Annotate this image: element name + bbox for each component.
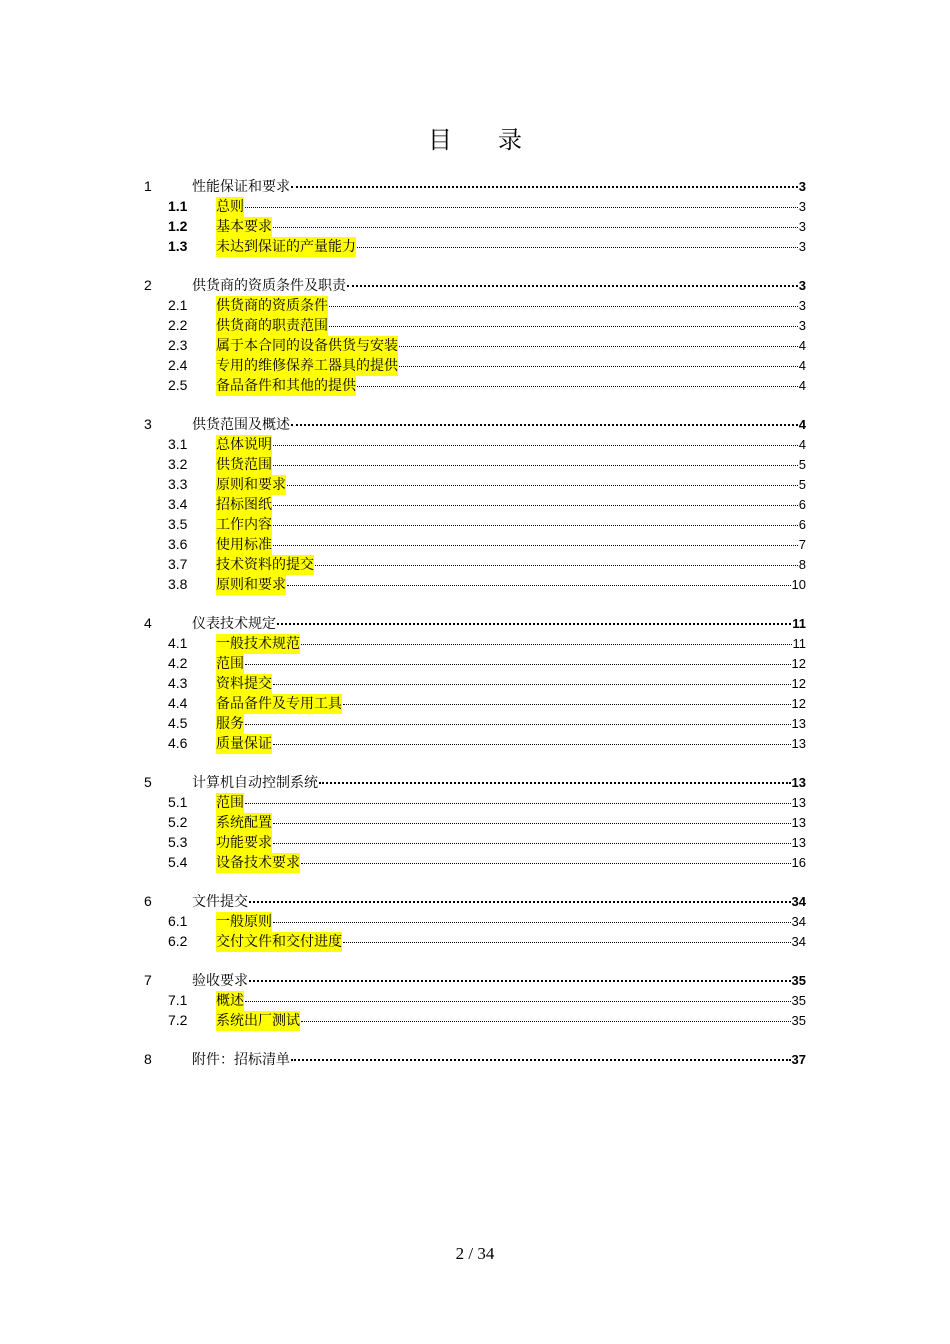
dot-leader bbox=[343, 703, 791, 705]
toc-subentry[interactable] bbox=[144, 792, 806, 812]
toc-subentry-page: 34 bbox=[791, 914, 806, 929]
toc-subentry-page: 34 bbox=[791, 934, 806, 949]
dot-leader bbox=[273, 226, 798, 228]
toc-subentry-number: 3.4 bbox=[168, 496, 188, 512]
toc-entry-page: 3 bbox=[798, 278, 806, 293]
toc-subentry[interactable] bbox=[144, 931, 806, 951]
toc-entry-page: 34 bbox=[791, 894, 806, 909]
toc-subentry-number: 4.4 bbox=[168, 695, 188, 711]
toc-subentry[interactable] bbox=[144, 514, 806, 534]
toc-subentry-title: 总体说明 bbox=[216, 437, 272, 453]
toc-subentry-page: 13 bbox=[791, 736, 806, 751]
toc-subentry[interactable] bbox=[144, 534, 806, 554]
toc-entry-title: 供货商的资质条件及职责 bbox=[192, 278, 346, 294]
toc-entry-number: 4 bbox=[144, 615, 152, 631]
toc-subentry-number: 6.1 bbox=[168, 913, 188, 929]
toc-entry[interactable] bbox=[144, 275, 806, 295]
toc-subentry-page: 11 bbox=[792, 636, 806, 651]
toc-entry-page: 13 bbox=[791, 775, 806, 790]
toc-subentry-page: 12 bbox=[791, 656, 806, 671]
toc-entry-number: 5 bbox=[144, 774, 152, 790]
page-number: 2 / 34 bbox=[455, 1244, 495, 1263]
dot-leader bbox=[357, 385, 798, 387]
toc-entry-number: 1 bbox=[144, 178, 152, 194]
dot-leader bbox=[291, 423, 798, 426]
toc-subentry[interactable] bbox=[144, 713, 806, 733]
toc-entry-number: 8 bbox=[144, 1051, 152, 1067]
toc-subentry-number: 4.5 bbox=[168, 715, 188, 731]
dot-leader bbox=[357, 246, 798, 248]
toc-subentry-title: 使用标准 bbox=[216, 537, 272, 553]
toc-subentry-page: 3 bbox=[798, 318, 806, 333]
toc-subentry-title: 原则和要求 bbox=[216, 477, 286, 493]
toc-subentry[interactable] bbox=[144, 852, 806, 872]
toc-subentry-page: 6 bbox=[798, 517, 806, 532]
dot-leader bbox=[249, 979, 791, 982]
toc-subentry[interactable] bbox=[144, 295, 806, 315]
dot-leader bbox=[399, 365, 798, 367]
toc-entry-title: 验收要求 bbox=[192, 973, 248, 989]
toc-subentry-page: 13 bbox=[791, 815, 806, 830]
section-gap bbox=[144, 753, 806, 772]
toc-subentry-title: 系统出厂测试 bbox=[216, 1013, 300, 1029]
toc-subentry-page: 4 bbox=[798, 378, 806, 393]
section-gap bbox=[144, 951, 806, 970]
toc-subentry-number: 5.2 bbox=[168, 814, 188, 830]
toc-subentry-page: 7 bbox=[798, 537, 806, 552]
toc-subentry-page: 12 bbox=[791, 696, 806, 711]
dot-leader bbox=[273, 743, 791, 745]
toc-subentry[interactable] bbox=[144, 196, 806, 216]
toc-subentry-page: 4 bbox=[798, 358, 806, 373]
toc-subentry-number: 1.2 bbox=[168, 218, 188, 234]
toc-subentry-title: 供货商的资质条件 bbox=[216, 298, 328, 314]
toc-subentry-title: 未达到保证的产量能力 bbox=[216, 239, 356, 255]
toc-subentry[interactable] bbox=[144, 990, 806, 1010]
toc-subentry-title: 一般技术规范 bbox=[216, 636, 300, 652]
toc-entry[interactable] bbox=[144, 970, 806, 990]
toc-subentry[interactable] bbox=[144, 355, 806, 375]
toc-subentry-page: 3 bbox=[798, 298, 806, 313]
dot-leader bbox=[273, 842, 791, 844]
toc-subentry[interactable] bbox=[144, 375, 806, 395]
toc-subentry-title: 属于本合同的设备供货与安装 bbox=[216, 338, 398, 354]
toc-entry-title: 文件提交 bbox=[192, 894, 248, 910]
toc-subentry-number: 5.3 bbox=[168, 834, 188, 850]
dot-leader bbox=[287, 484, 798, 486]
toc-subentry-number: 2.3 bbox=[168, 337, 188, 353]
dot-leader bbox=[399, 345, 798, 347]
toc-subentry-page: 10 bbox=[791, 577, 806, 592]
toc-subentry-number: 3.2 bbox=[168, 456, 188, 472]
toc-subentry[interactable] bbox=[144, 216, 806, 236]
toc-entry-number: 2 bbox=[144, 277, 152, 293]
toc-subentry[interactable] bbox=[144, 733, 806, 753]
toc-subentry-number: 4.3 bbox=[168, 675, 188, 691]
toc-subentry-title: 招标图纸 bbox=[216, 497, 272, 513]
dot-leader bbox=[273, 921, 791, 923]
toc-subentry-page: 5 bbox=[798, 477, 806, 492]
toc-subentry-title: 概述 bbox=[216, 993, 244, 1009]
toc-subentry-number: 2.2 bbox=[168, 317, 188, 333]
toc-subentry[interactable] bbox=[144, 315, 806, 335]
toc-title bbox=[0, 120, 950, 155]
toc-entry-page: 3 bbox=[798, 179, 806, 194]
dot-leader bbox=[245, 723, 791, 725]
toc-subentry-number: 2.5 bbox=[168, 377, 188, 393]
toc-subentry[interactable] bbox=[144, 693, 806, 713]
dot-leader bbox=[301, 1020, 791, 1022]
dot-leader bbox=[343, 941, 791, 943]
section-gap bbox=[144, 395, 806, 414]
toc-entry-page: 37 bbox=[791, 1052, 806, 1067]
dot-leader bbox=[287, 584, 791, 586]
dot-leader bbox=[273, 524, 798, 526]
toc-subentry[interactable] bbox=[144, 574, 806, 594]
dot-leader bbox=[249, 900, 791, 903]
dot-leader bbox=[329, 305, 798, 307]
dot-leader bbox=[347, 284, 798, 287]
toc-subentry-number: 1.3 bbox=[168, 238, 188, 254]
toc-subentry[interactable] bbox=[144, 554, 806, 574]
toc-subentry-page: 6 bbox=[798, 497, 806, 512]
toc-entry[interactable] bbox=[144, 891, 806, 911]
toc-entry-number: 6 bbox=[144, 893, 152, 909]
toc-subentry-page: 3 bbox=[798, 219, 806, 234]
toc-entry[interactable] bbox=[144, 414, 806, 434]
toc-entry-title: 计算机自动控制系统 bbox=[192, 775, 318, 791]
toc-entry[interactable] bbox=[144, 772, 806, 792]
toc-entry[interactable] bbox=[144, 1049, 806, 1069]
toc-subentry-title: 资料提交 bbox=[216, 676, 272, 692]
toc-subentry[interactable] bbox=[144, 236, 806, 256]
toc-subentry-title: 服务 bbox=[216, 716, 244, 732]
toc-subentry-page: 3 bbox=[798, 239, 806, 254]
toc-entry[interactable] bbox=[144, 176, 806, 196]
dot-leader bbox=[245, 206, 798, 208]
toc-subentry-page: 5 bbox=[798, 457, 806, 472]
toc-subentry[interactable] bbox=[144, 673, 806, 693]
toc-subentry[interactable] bbox=[144, 911, 806, 931]
dot-leader bbox=[301, 862, 791, 864]
toc-subentry-page: 3 bbox=[798, 199, 806, 214]
toc-subentry[interactable] bbox=[144, 812, 806, 832]
toc-subentry[interactable] bbox=[144, 832, 806, 852]
toc-title-left: 目 bbox=[428, 126, 452, 154]
dot-leader bbox=[273, 444, 798, 446]
section-gap bbox=[144, 872, 806, 891]
toc-subentry-page: 35 bbox=[791, 1013, 806, 1028]
toc-subentry-number: 7.2 bbox=[168, 1012, 188, 1028]
toc-subentry-title: 系统配置 bbox=[216, 815, 272, 831]
toc-subentry-title: 技术资料的提交 bbox=[216, 557, 314, 573]
toc-subentry-page: 4 bbox=[798, 437, 806, 452]
toc-subentry-page: 35 bbox=[791, 993, 806, 1008]
dot-leader bbox=[273, 544, 798, 546]
toc-subentry-number: 3.3 bbox=[168, 476, 188, 492]
toc-subentry-title: 工作内容 bbox=[216, 517, 272, 533]
toc-subentry-title: 质量保证 bbox=[216, 736, 272, 752]
toc-subentry-title: 备品备件及专用工具 bbox=[216, 696, 342, 712]
section-gap bbox=[144, 594, 806, 613]
toc-subentry[interactable] bbox=[144, 474, 806, 494]
dot-leader bbox=[277, 622, 791, 625]
toc-subentry-page: 13 bbox=[791, 716, 806, 731]
dot-leader bbox=[291, 185, 798, 188]
toc-subentry-page: 4 bbox=[798, 338, 806, 353]
toc-subentry-title: 范围 bbox=[216, 656, 244, 672]
toc-subentry[interactable] bbox=[144, 494, 806, 514]
toc-subentry-number: 3.1 bbox=[168, 436, 188, 452]
toc-subentry-number: 4.6 bbox=[168, 735, 188, 751]
dot-leader bbox=[315, 564, 798, 566]
toc-subentry-title: 交付文件和交付进度 bbox=[216, 934, 342, 950]
toc-subentry-title: 范围 bbox=[216, 795, 244, 811]
dot-leader bbox=[301, 643, 792, 645]
dot-leader bbox=[273, 822, 791, 824]
section-gap bbox=[144, 256, 806, 275]
toc-entry[interactable] bbox=[144, 613, 806, 633]
toc-subentry-page: 16 bbox=[791, 855, 806, 870]
toc-entry-page: 35 bbox=[791, 973, 806, 988]
toc-subentry-number: 5.1 bbox=[168, 794, 188, 810]
toc-subentry-title: 一般原则 bbox=[216, 914, 272, 930]
toc-entry-page: 4 bbox=[798, 417, 806, 432]
toc-entry-number: 3 bbox=[144, 416, 152, 432]
toc-subentry[interactable] bbox=[144, 454, 806, 474]
dot-leader bbox=[245, 1000, 791, 1002]
toc-subentry-number: 4.2 bbox=[168, 655, 188, 671]
toc-entry-number: 7 bbox=[144, 972, 152, 988]
dot-leader bbox=[273, 464, 798, 466]
toc-subentry-title: 设备技术要求 bbox=[216, 855, 300, 871]
dot-leader bbox=[273, 683, 791, 685]
toc-subentry-page: 13 bbox=[791, 835, 806, 850]
toc-subentry-title: 原则和要求 bbox=[216, 577, 286, 593]
toc-subentry-number: 6.2 bbox=[168, 933, 188, 949]
toc-subentry-title: 总则 bbox=[216, 199, 244, 215]
toc-subentry-page: 13 bbox=[791, 795, 806, 810]
toc-subentry-title: 供货商的职责范围 bbox=[216, 318, 328, 334]
toc-entry-title: 性能保证和要求 bbox=[192, 179, 290, 195]
toc-subentry[interactable] bbox=[144, 434, 806, 454]
toc-subentry-number: 3.5 bbox=[168, 516, 188, 532]
toc-subentry-title: 基本要求 bbox=[216, 219, 272, 235]
toc-subentry-number: 3.7 bbox=[168, 556, 188, 572]
toc-subentry-number: 2.4 bbox=[168, 357, 188, 373]
toc-entry-title: 仪表技术规定 bbox=[192, 616, 276, 632]
toc-subentry[interactable] bbox=[144, 335, 806, 355]
dot-leader bbox=[273, 504, 798, 506]
toc-subentry-number: 7.1 bbox=[168, 992, 188, 1008]
section-gap bbox=[144, 1030, 806, 1049]
toc-title-right: 录 bbox=[498, 126, 522, 154]
toc-subentry-title: 专用的维修保养工器具的提供 bbox=[216, 358, 398, 374]
toc-subentry[interactable] bbox=[144, 1010, 806, 1030]
toc-subentry-title: 备品备件和其他的提供 bbox=[216, 378, 356, 394]
toc-subentry-number: 5.4 bbox=[168, 854, 188, 870]
toc-subentry-number: 2.1 bbox=[168, 297, 188, 313]
dot-leader bbox=[291, 1058, 791, 1061]
toc-subentry-number: 4.1 bbox=[168, 635, 188, 651]
dot-leader bbox=[319, 781, 791, 784]
toc-entry-title: 供货范围及概述 bbox=[192, 417, 290, 433]
toc-subentry-number: 3.8 bbox=[168, 576, 188, 592]
dot-leader bbox=[329, 325, 798, 327]
toc-subentry-title: 供货范围 bbox=[216, 457, 272, 473]
toc-subentry-page: 8 bbox=[798, 557, 806, 572]
toc-subentry-number: 1.1 bbox=[168, 198, 188, 214]
dot-leader bbox=[245, 802, 791, 804]
table-of-contents bbox=[144, 176, 806, 1069]
dot-leader bbox=[245, 663, 791, 665]
toc-entry-title: 附件：招标清单 bbox=[192, 1052, 290, 1068]
toc-subentry-number: 3.6 bbox=[168, 536, 188, 552]
toc-subentry-title: 功能要求 bbox=[216, 835, 272, 851]
toc-subentry[interactable] bbox=[144, 633, 806, 653]
toc-entry-page: 11 bbox=[792, 616, 806, 631]
toc-subentry[interactable] bbox=[144, 653, 806, 673]
toc-subentry-page: 12 bbox=[791, 676, 806, 691]
